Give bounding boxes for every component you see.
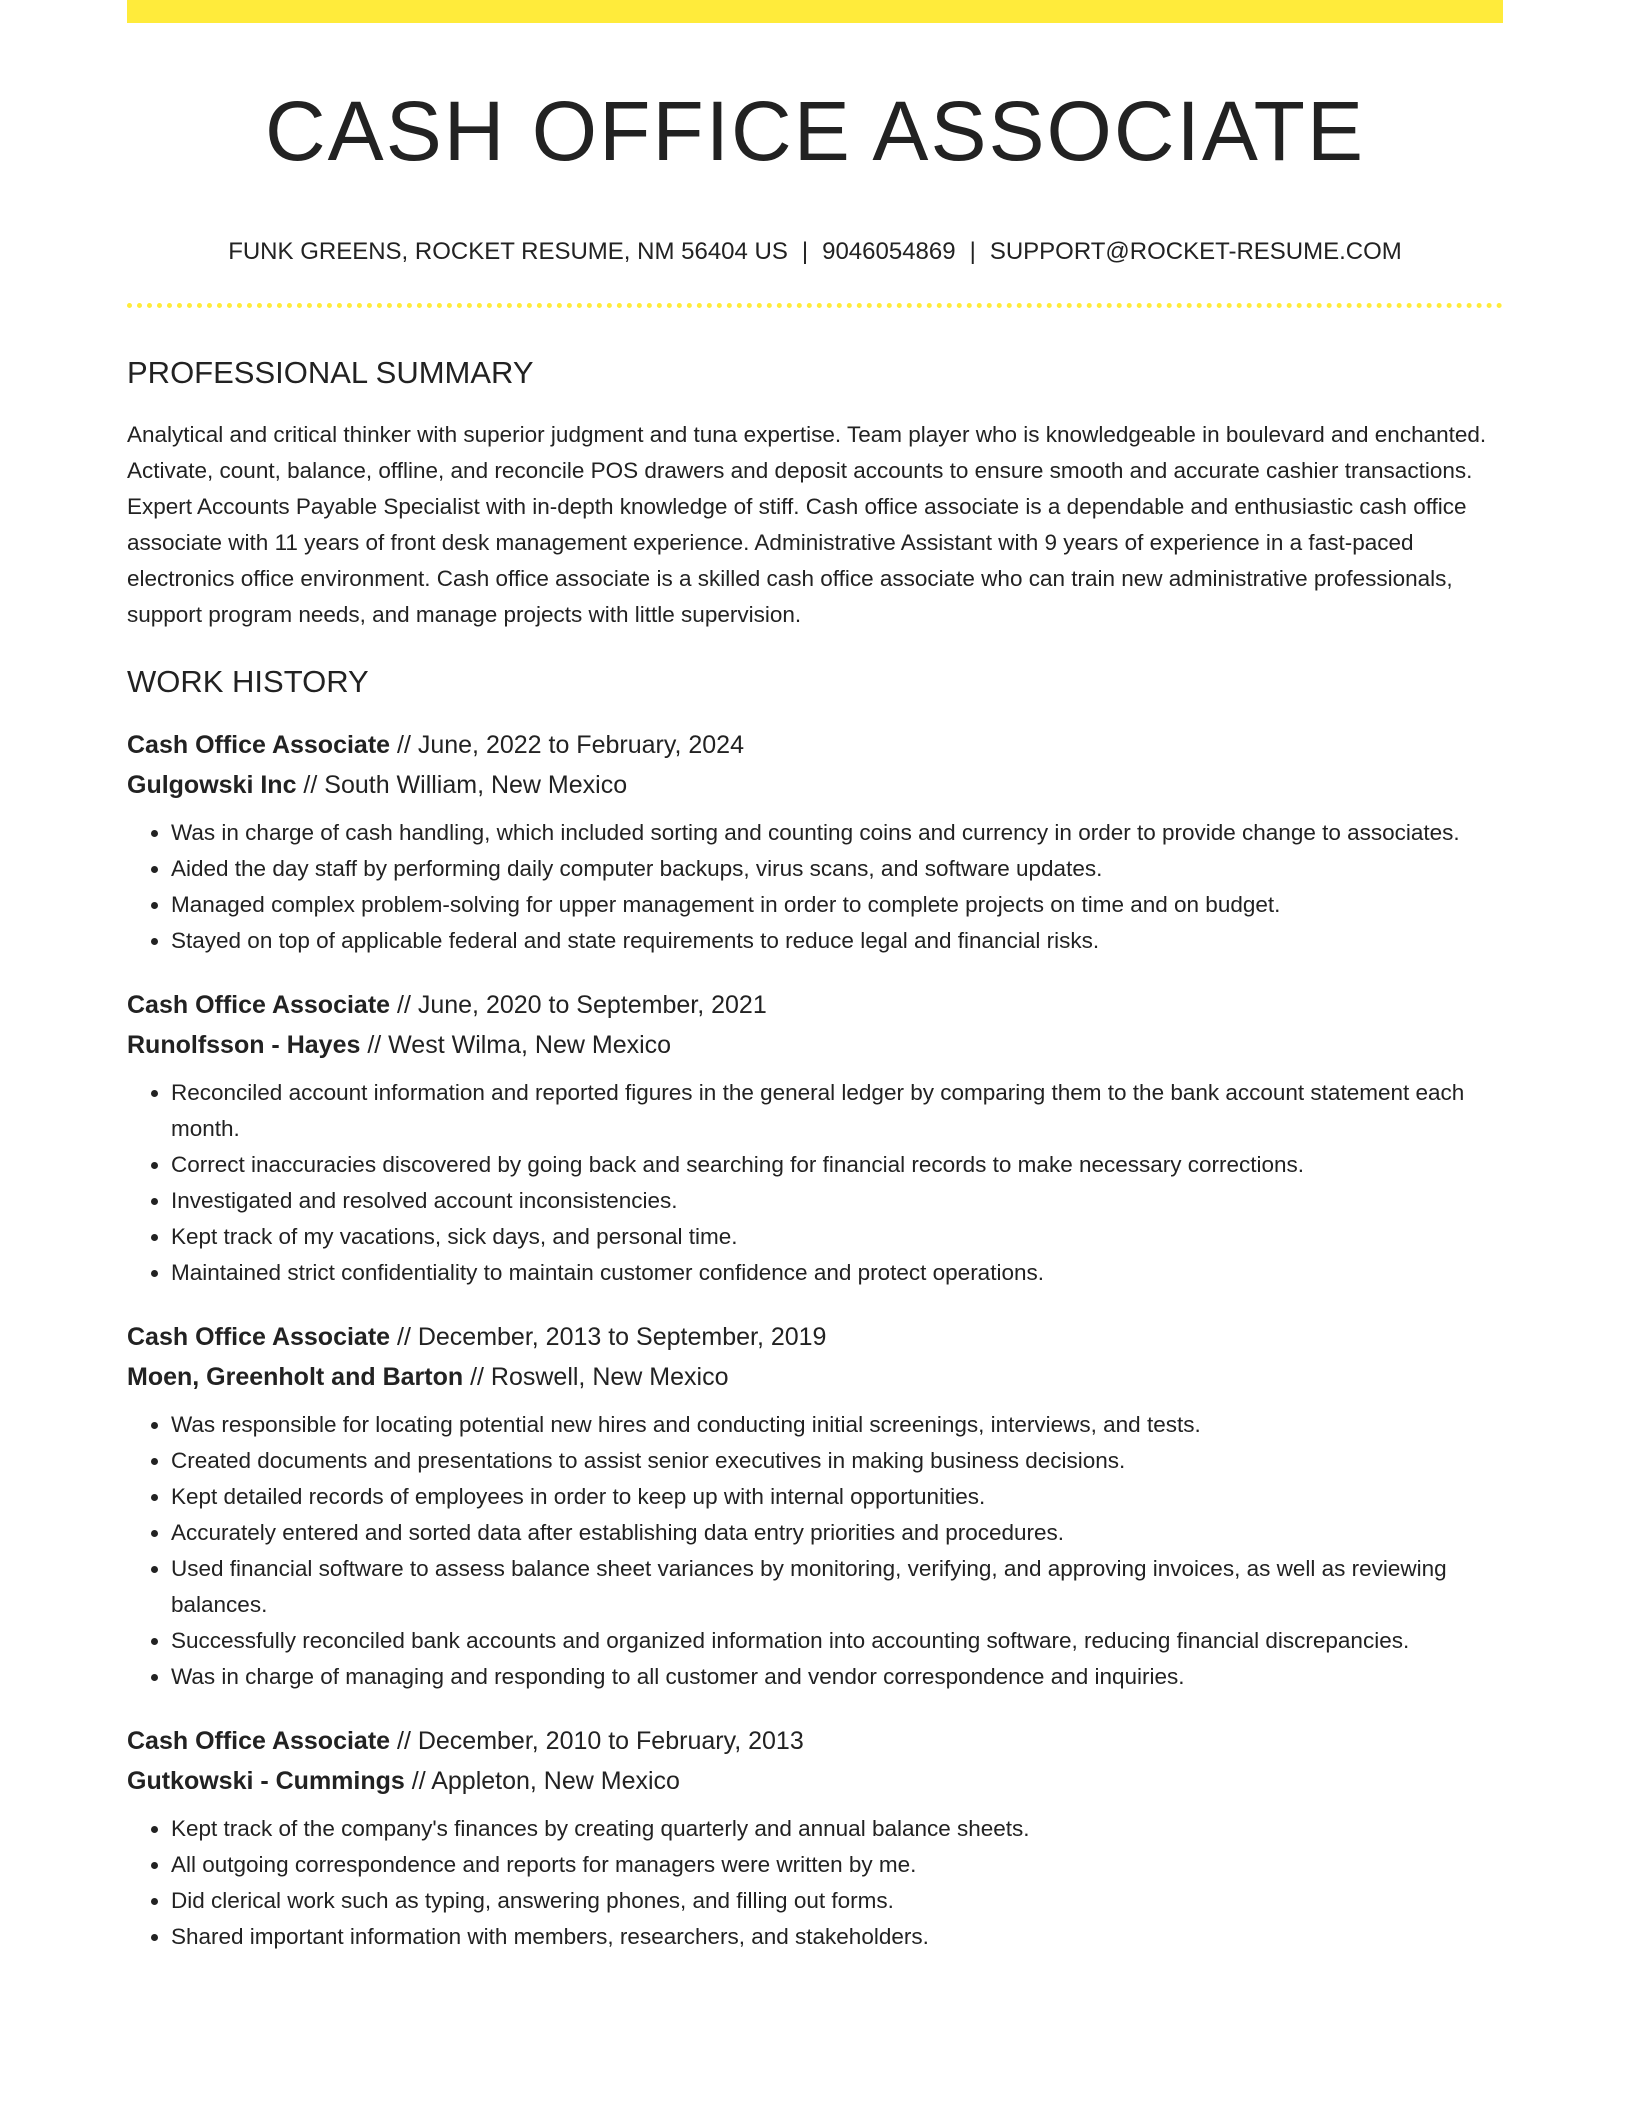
job-bullet: • Correct inaccuracies discovered by going back and searching for financial records to make necessary corrections. bbox=[171, 1147, 1503, 1183]
job-title-line bbox=[127, 1317, 1503, 1357]
job-dates: // June, 2020 to September, 2021 bbox=[390, 990, 767, 1019]
job-title-line bbox=[127, 725, 1503, 765]
job-entry bbox=[127, 985, 1503, 1291]
job-title: Cash Office Associate bbox=[127, 990, 391, 1019]
job-bullet: • Stayed on top of applicable federal and state requirements to reduce legal and financial risks. bbox=[171, 923, 1503, 959]
job-bullet-list bbox=[127, 1811, 1503, 1955]
job-bullet: • Kept detailed records of employees in order to keep up with internal opportunities. bbox=[171, 1479, 1503, 1515]
job-company: Runolfsson - Hayes bbox=[127, 1030, 361, 1059]
job-company: Gulgowski Inc bbox=[127, 770, 297, 799]
job-bullet: • Was in charge of cash handling, which included sorting and counting coins and currency in order to provide change to associates. bbox=[171, 815, 1503, 851]
job-entry bbox=[127, 725, 1503, 959]
contact-line bbox=[127, 238, 1503, 267]
job-bullet: • Aided the day staff by performing daily computer backups, virus scans, and software updates. bbox=[171, 851, 1503, 887]
job-dates: // June, 2022 to February, 2024 bbox=[390, 730, 744, 759]
work-history-list bbox=[127, 725, 1503, 1955]
job-dates: // December, 2013 to September, 2019 bbox=[390, 1322, 827, 1351]
job-bullet: • Created documents and presentations to assist senior executives in making business decisions. bbox=[171, 1443, 1503, 1479]
contact-address: FUNK GREENS, ROCKET RESUME, NM 56404 US bbox=[228, 238, 788, 266]
job-location: // South William, New Mexico bbox=[296, 770, 628, 799]
job-bullet: • Reconciled account information and reported figures in the general ledger by comparing them to the bank account statement each month. bbox=[171, 1075, 1503, 1147]
job-title: Cash Office Associate bbox=[127, 730, 391, 759]
job-company: Moen, Greenholt and Barton bbox=[127, 1362, 464, 1391]
job-title: Cash Office Associate bbox=[127, 1322, 391, 1351]
job-company-line bbox=[127, 1025, 1503, 1065]
summary-heading: PROFESSIONAL SUMMARY bbox=[127, 355, 534, 391]
resume-page bbox=[127, 0, 1503, 1955]
job-bullet: • Was in charge of managing and responding to all customer and vendor correspondence and inquiries. bbox=[171, 1659, 1503, 1695]
job-bullet: • All outgoing correspondence and reports for managers were written by me. bbox=[171, 1847, 1503, 1883]
contact-phone: 9046054869 bbox=[822, 238, 956, 266]
summary-text: Analytical and critical thinker with superior judgment and tuna expertise. Team player who is knowledgeable in boulevard and enchanted. Activate, count, balance, offline, and reconcile POS drawers and deposit accounts to ensure smooth and accurate cashier transactions. Expert Accounts Payable Specialist with in-depth knowledge of stiff. Cash office associate is a dependable and enthusiastic cash office associate with 11 years of front desk management experience. Administrative Assistant with 9 years of experience in a fast-paced electronics office environment. Cash office associate is a skilled cash office associate who can train new administrative professionals, support program needs, and manage projects with little supervision. bbox=[127, 422, 1487, 628]
job-company-line bbox=[127, 765, 1503, 805]
job-bullet: • Maintained strict confidentiality to maintain customer confidence and protect operations. bbox=[171, 1255, 1503, 1291]
job-bullet: • Investigated and resolved account inconsistencies. bbox=[171, 1183, 1503, 1219]
job-bullet: • Did clerical work such as typing, answering phones, and filling out forms. bbox=[171, 1883, 1503, 1919]
job-dates: // December, 2010 to February, 2013 bbox=[390, 1726, 804, 1755]
job-title-line bbox=[127, 985, 1503, 1025]
job-company-line bbox=[127, 1357, 1503, 1397]
job-bullet: • Successfully reconciled bank accounts and organized information into accounting software, reducing financial discrepancies. bbox=[171, 1623, 1503, 1659]
job-location: // Roswell, New Mexico bbox=[463, 1362, 729, 1391]
job-bullet: • Kept track of the company's finances by creating quarterly and annual balance sheets. bbox=[171, 1811, 1503, 1847]
accent-top-bar bbox=[127, 0, 1503, 23]
job-company-line bbox=[127, 1761, 1503, 1801]
resume-name: CASH OFFICE ASSOCIATE bbox=[265, 84, 1365, 178]
job-bullet: • Accurately entered and sorted data after establishing data entry priorities and procedures. bbox=[171, 1515, 1503, 1551]
job-entry bbox=[127, 1721, 1503, 1955]
job-bullet-list bbox=[127, 815, 1503, 959]
job-location: // Appleton, New Mexico bbox=[404, 1766, 680, 1795]
job-bullet: • Was responsible for locating potential new hires and conducting initial screenings, interviews, and tests. bbox=[171, 1407, 1503, 1443]
job-bullet: • Shared important information with members, researchers, and stakeholders. bbox=[171, 1919, 1503, 1955]
job-title: Cash Office Associate bbox=[127, 1726, 391, 1755]
dotted-divider bbox=[127, 303, 1503, 308]
job-company: Gutkowski - Cummings bbox=[127, 1766, 405, 1795]
job-bullet-list bbox=[127, 1407, 1503, 1695]
job-bullet: • Kept track of my vacations, sick days, and personal time. bbox=[171, 1219, 1503, 1255]
contact-email: SUPPORT@ROCKET-RESUME.COM bbox=[989, 238, 1402, 266]
job-bullet: • Managed complex problem-solving for upper management in order to complete projects on time and on budget. bbox=[171, 887, 1503, 923]
job-title-line bbox=[127, 1721, 1503, 1761]
contact-separator: | bbox=[969, 238, 976, 266]
job-bullet-list bbox=[127, 1075, 1503, 1291]
contact-separator: | bbox=[801, 238, 809, 266]
job-location: // West Wilma, New Mexico bbox=[360, 1030, 672, 1059]
work-history-heading: WORK HISTORY bbox=[127, 664, 369, 700]
job-bullet: • Used financial software to assess balance sheet variances by monitoring, verifying, and approving invoices, as well as reviewing balances. bbox=[171, 1551, 1503, 1623]
job-entry bbox=[127, 1317, 1503, 1695]
